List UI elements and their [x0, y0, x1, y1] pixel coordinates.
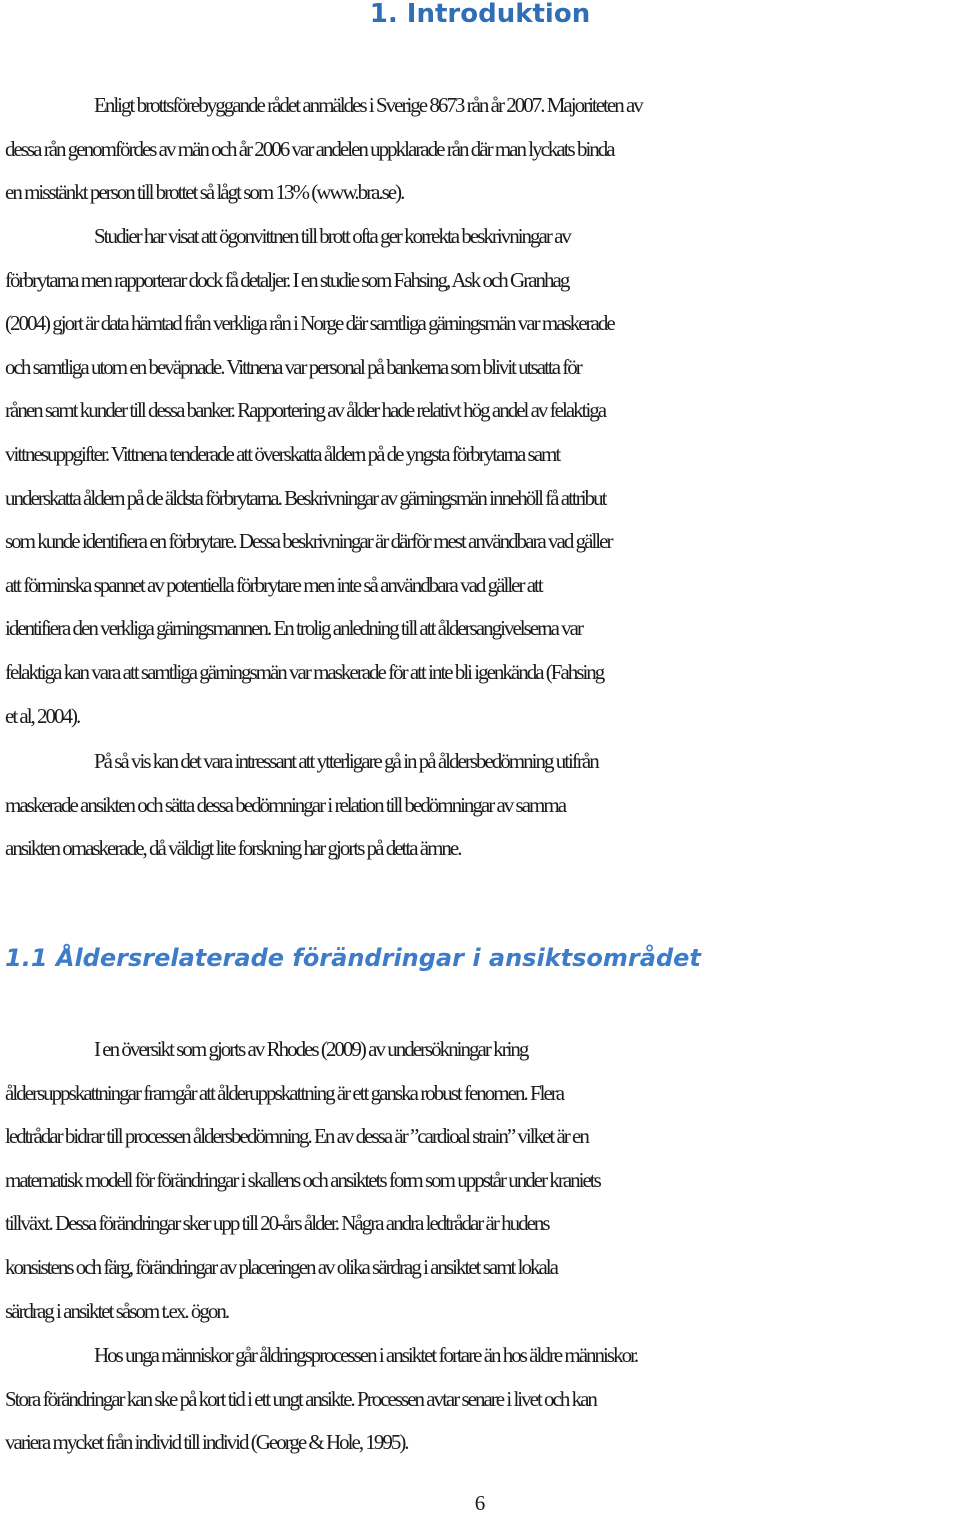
paragraph-motivation [5, 740, 957, 871]
text-line: Studier har visat att ögonvittnen till brott ofta ger korrekta beskrivningar av [94, 224, 570, 248]
text-line: Hos unga människor går åldringsprocessen i ansiktet fortare än hos äldre människor. [94, 1343, 638, 1367]
text-line: underskatta åldern på de äldsta förbrytarna. Beskrivningar av gärningsmän innehöll få attribut [5, 485, 606, 510]
text-line: identifiera den verkliga gärningsmannen. En trolig anledning till att åldersangivelserna var [5, 616, 582, 641]
text-line: variera mycket från individ till individ (George & Hole, 1995). [5, 1430, 408, 1455]
page-number: 6 [474, 1491, 486, 1515]
paragraph-aging [5, 1334, 957, 1465]
paragraph-intro [5, 84, 957, 215]
text-line: konsistens och färg, förändringar av placeringen av olika särdrag i ansiktet samt lokala [5, 1254, 557, 1279]
text-line: ledtrådar bidrar till processen åldersbedömning. En av dessa är ”cardioal strain” vilket är en [5, 1124, 588, 1149]
text-line: I en översikt som gjorts av Rhodes (2009) av undersökningar kring [94, 1037, 528, 1061]
text-line: Enligt brottsförebyggande rådet anmäldes i Sverige 8673 rån år 2007. Majoriteten av [94, 93, 642, 117]
text-line: och samtliga utom en beväpnade. Vittnena var personal på bankerna som blivit utsatta för [5, 354, 581, 379]
text-line: Stora förändringar kan ske på kort tid i ett ungt ansikte. Processen avtar senare i livet och kan [5, 1386, 596, 1411]
paragraph-rhodes [5, 1028, 957, 1333]
text-line: vittnesuppgifter. Vittnena tenderade att överskatta åldern på de yngsta förbrytarna samt [5, 441, 560, 466]
text-line: ansikten omaskerade, då väldigt lite forskning har gjorts på detta ämne. [5, 836, 461, 861]
text-line: en misstänkt person till brottet så lågt som 13% (www.bra.se). [5, 180, 404, 205]
text-line: att förminska spannet av potentiella förbrytare men inte så användbara vad gäller att [5, 572, 542, 597]
text-line: (2004) gjort är data hämtad från verkliga rån i Norge där samtliga gärningsmän var maskerade [5, 311, 614, 336]
text-line: maskerade ansikten och sätta dessa bedömningar i relation till bedömningar av samma [5, 792, 566, 817]
text-line: På så vis kan det vara intressant att ytterligare gå in på åldersbedömning utifrån [94, 749, 598, 773]
text-line: felaktiga kan vara att samtliga gärningsmän var maskerade för att inte bli igenkända (Fahsing [5, 659, 604, 684]
chapter-heading: 1. Introduktion [369, 0, 591, 29]
text-line: dessa rån genomfördes av män och år 2006 var andelen uppklarade rån där man lyckats binda [5, 136, 614, 161]
text-line: särdrag i ansiktet såsom t.ex. ögon. [5, 1298, 229, 1323]
section-heading: 1.1 Åldersrelaterade förändringar i ansiktsområdet [5, 944, 701, 972]
text-line: åldersuppskattningar framgår att ålderuppskattning är ett ganska robust fenomen. Flera [5, 1080, 564, 1105]
text-line: som kunde identifiera en förbrytare. Dessa beskrivningar är därför mest användbara vad gäller [5, 529, 612, 554]
paragraph-studies [5, 215, 957, 738]
text-line: förbrytarna men rapporterar dock få detaljer. I en studie som Fahsing, Ask och Granhag [5, 267, 569, 292]
text-line: rånen samt kunder till dessa banker. Rapportering av ålder hade relativt hög andel av felaktiga [5, 398, 606, 423]
text-line: tillväxt. Dessa förändringar sker upp till 20-års ålder. Några andra ledtrådar är hudens [5, 1211, 549, 1236]
text-line: et al, 2004). [5, 703, 80, 728]
text-line: matematisk modell för förändringar i skallens och ansiktets form som uppstår under kraniets [5, 1167, 600, 1192]
